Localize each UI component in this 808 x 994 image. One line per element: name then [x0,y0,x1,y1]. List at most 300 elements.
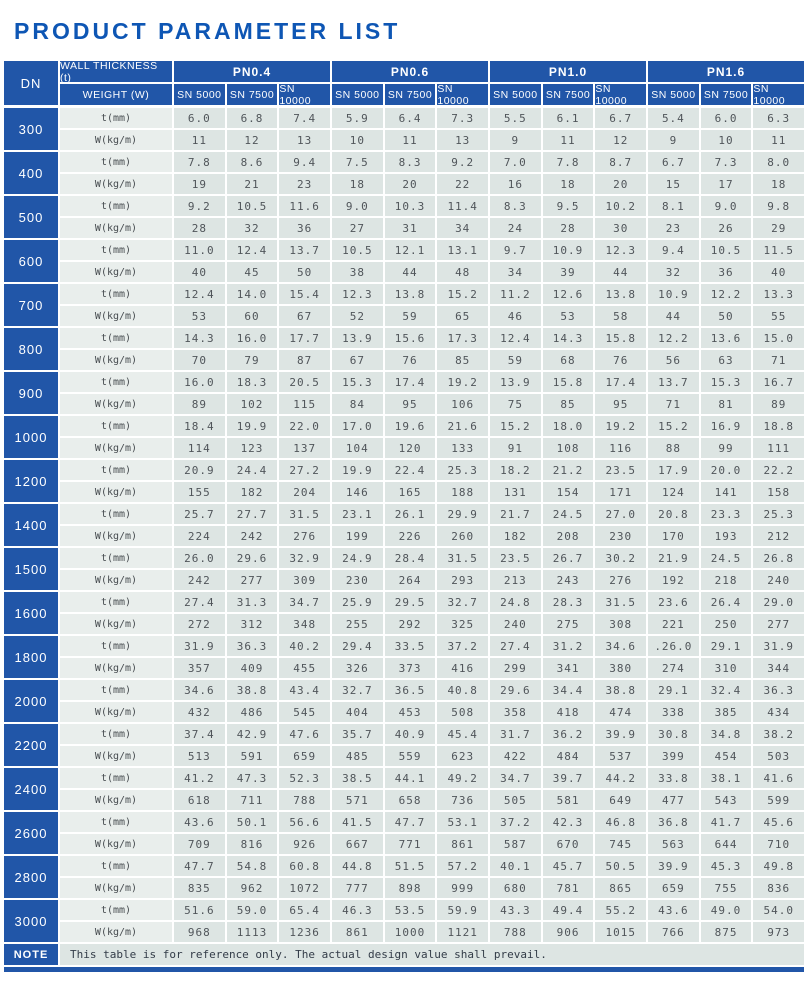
thickness-value: 22.4 [385,460,436,480]
thickness-row [60,152,804,172]
thickness-row [60,460,804,480]
dn-cell: 1400 [4,504,58,546]
note-row [4,944,804,965]
thickness-value: 8.0 [753,152,804,172]
wall-thickness-header: WALL THICKNESS (t) [60,61,172,82]
thickness-value: 13.7 [648,372,699,392]
thickness-value: 40.1 [490,856,541,876]
thickness-value: 23.6 [648,592,699,612]
thickness-row [60,416,804,436]
weight-value: 250 [701,614,752,634]
thickness-value: 31.3 [227,592,278,612]
thickness-value: 12.3 [332,284,383,304]
weight-value: 11 [543,130,594,150]
weight-value: 276 [279,526,330,546]
thickness-value: 39.7 [543,768,594,788]
thickness-value: 11.0 [174,240,225,260]
thickness-value: 34.6 [174,680,225,700]
thickness-value: 33.8 [648,768,699,788]
weight-value: 30 [595,218,646,238]
thickness-value: 39.9 [595,724,646,744]
thickness-value: 7.5 [332,152,383,172]
weight-value: 432 [174,702,225,722]
weight-row-label: W(kg/m) [60,658,172,678]
thickness-row [60,108,804,128]
thickness-value: 37.4 [174,724,225,744]
dn-cell: 700 [4,284,58,326]
weight-value: 836 [753,878,804,898]
weight-row [60,174,804,194]
thickness-value: 57.2 [437,856,488,876]
weight-value: 102 [227,394,278,414]
thickness-value: 13.9 [490,372,541,392]
thickness-row-label: t(mm) [60,196,172,216]
weight-row [60,922,804,942]
thickness-value: 12.1 [385,240,436,260]
thickness-value: 17.9 [648,460,699,480]
weight-value: 513 [174,746,225,766]
thickness-value: 26.4 [701,592,752,612]
thickness-row [60,284,804,304]
thickness-value: 43.6 [648,900,699,920]
thickness-value: 31.9 [753,636,804,656]
dn-group-800 [4,328,804,370]
parameter-table [4,61,804,972]
thickness-value: 9.7 [490,240,541,260]
thickness-value: 7.8 [543,152,594,172]
thickness-value: 14.0 [227,284,278,304]
weight-value: 242 [227,526,278,546]
thickness-value: 47.7 [174,856,225,876]
weight-value: 12 [595,130,646,150]
thickness-row-label: t(mm) [60,372,172,392]
thickness-value: 55.2 [595,900,646,920]
sn-header: SN 10000 [595,84,646,105]
thickness-value: 16.0 [174,372,225,392]
weight-value: 277 [227,570,278,590]
sn-header: SN 7500 [701,84,752,105]
thickness-row-label: t(mm) [60,636,172,656]
weight-value: 545 [279,702,330,722]
weight-value: 11 [174,130,225,150]
thickness-value: 27.2 [279,460,330,480]
weight-row-label: W(kg/m) [60,790,172,810]
weight-value: 503 [753,746,804,766]
thickness-value: 41.6 [753,768,804,788]
weight-value: 380 [595,658,646,678]
weight-value: 1113 [227,922,278,942]
dn-cell: 1500 [4,548,58,590]
weight-value: 18 [332,174,383,194]
thickness-value: 12.3 [595,240,646,260]
weight-value: 59 [385,306,436,326]
weight-value: 623 [437,746,488,766]
sn-header: SN 10000 [279,84,330,105]
weight-value: 58 [595,306,646,326]
thickness-value: 17.7 [279,328,330,348]
thickness-value: 24.5 [543,504,594,524]
weight-row [60,218,804,238]
thickness-row-label: t(mm) [60,724,172,744]
weight-value: 221 [648,614,699,634]
weight-row [60,570,804,590]
thickness-value: 5.9 [332,108,383,128]
table-header [4,61,804,105]
weight-value: 711 [227,790,278,810]
dn-group-1000 [4,416,804,458]
weight-value: 618 [174,790,225,810]
thickness-row [60,592,804,612]
thickness-value: 43.3 [490,900,541,920]
weight-value: 131 [490,482,541,502]
thickness-value: 15.2 [648,416,699,436]
weight-value: 18 [543,174,594,194]
weight-value: 13 [279,130,330,150]
thickness-value: 33.5 [385,636,436,656]
thickness-value: 36.3 [753,680,804,700]
thickness-value: 45.4 [437,724,488,744]
thickness-value: 49.0 [701,900,752,920]
thickness-value: 29.1 [701,636,752,656]
thickness-value: 25.3 [753,504,804,524]
weight-value: 9 [648,130,699,150]
dn-group-rows [60,680,804,722]
thickness-value: 34.7 [279,592,330,612]
weight-value: 208 [543,526,594,546]
thickness-value: 15.2 [490,416,541,436]
weight-row-label: W(kg/m) [60,130,172,150]
thickness-row [60,196,804,216]
weight-row-label: W(kg/m) [60,746,172,766]
weight-value: 133 [437,438,488,458]
weight-value: 84 [332,394,383,414]
weight-value: 36 [701,262,752,282]
weight-value: 218 [701,570,752,590]
thickness-value: 9.0 [701,196,752,216]
weight-value: 344 [753,658,804,678]
weight-value: 385 [701,702,752,722]
weight-value: 418 [543,702,594,722]
thickness-value: 44.1 [385,768,436,788]
dn-group-600 [4,240,804,282]
weight-value: 26 [701,218,752,238]
thickness-value: 29.0 [753,592,804,612]
weight-row-label: W(kg/m) [60,438,172,458]
weight-value: 50 [701,306,752,326]
thickness-value: 26.0 [174,548,225,568]
dn-group-rows [60,372,804,414]
weight-value: 137 [279,438,330,458]
dn-group-rows [60,856,804,898]
weight-value: 67 [279,306,330,326]
thickness-row [60,548,804,568]
thickness-value: 10.9 [543,240,594,260]
thickness-value: 36.8 [648,812,699,832]
thickness-value: 28.4 [385,548,436,568]
weight-value: 484 [543,746,594,766]
weight-value: 44 [595,262,646,282]
thickness-value: 15.2 [437,284,488,304]
dn-group-2400 [4,768,804,810]
thickness-value: 53.5 [385,900,436,920]
thickness-value: 6.1 [543,108,594,128]
weight-row-label: W(kg/m) [60,174,172,194]
thickness-row-label: t(mm) [60,768,172,788]
thickness-value: 15.3 [332,372,383,392]
thickness-value: 24.5 [701,548,752,568]
weight-value: 861 [437,834,488,854]
weight-value: 91 [490,438,541,458]
weight-value: 710 [753,834,804,854]
thickness-row [60,636,804,656]
weight-value: 745 [595,834,646,854]
thickness-row [60,240,804,260]
weight-value: 999 [437,878,488,898]
weight-value: 485 [332,746,383,766]
thickness-row [60,328,804,348]
thickness-row [60,372,804,392]
thickness-value: 17.3 [437,328,488,348]
weight-value: 357 [174,658,225,678]
weight-value: 123 [227,438,278,458]
weight-value: 44 [648,306,699,326]
dn-cell: 2800 [4,856,58,898]
weight-value: 141 [701,482,752,502]
weight-value: 581 [543,790,594,810]
thickness-row-label: t(mm) [60,416,172,436]
thickness-value: 21.2 [543,460,594,480]
weight-value: 358 [490,702,541,722]
weight-row [60,526,804,546]
weight-value: 154 [543,482,594,502]
thickness-value: 8.6 [227,152,278,172]
dn-cell: 3000 [4,900,58,942]
weight-value: 79 [227,350,278,370]
weight-value: 453 [385,702,436,722]
thickness-value: 13.8 [385,284,436,304]
thickness-value: 12.4 [227,240,278,260]
weight-value: 34 [490,262,541,282]
pn-group-header: PN1.0 [490,61,646,82]
thickness-value: 40.2 [279,636,330,656]
thickness-value: 9.5 [543,196,594,216]
dn-group-300 [4,108,804,150]
thickness-value: 14.3 [543,328,594,348]
weight-value: 1000 [385,922,436,942]
weight-row-label: W(kg/m) [60,482,172,502]
weight-row-label: W(kg/m) [60,394,172,414]
thickness-value: 34.6 [595,636,646,656]
thickness-value: 40.8 [437,680,488,700]
weight-value: 68 [543,350,594,370]
thickness-value: 32.7 [332,680,383,700]
thickness-row [60,680,804,700]
weight-value: 165 [385,482,436,502]
weight-row [60,614,804,634]
dn-group-2600 [4,812,804,854]
weight-value: 106 [437,394,488,414]
thickness-value: .26.0 [648,636,699,656]
thickness-value: 34.4 [543,680,594,700]
dn-cell: 500 [4,196,58,238]
thickness-value: 45.6 [753,812,804,832]
dn-group-rows [60,240,804,282]
weight-value: 659 [648,878,699,898]
thickness-value: 20.5 [279,372,330,392]
weight-value: 861 [332,922,383,942]
thickness-value: 5.4 [648,108,699,128]
thickness-value: 23.5 [490,548,541,568]
pn-group-header: PN1.6 [648,61,804,82]
dn-group-1400 [4,504,804,546]
thickness-value: 18.8 [753,416,804,436]
thickness-value: 17.4 [595,372,646,392]
weight-row [60,658,804,678]
thickness-value: 46.3 [332,900,383,920]
weight-row-label: W(kg/m) [60,878,172,898]
weight-value: 571 [332,790,383,810]
dn-group-rows [60,416,804,458]
thickness-value: 40.9 [385,724,436,744]
thickness-value: 31.2 [543,636,594,656]
thickness-value: 10.2 [595,196,646,216]
dn-group-rows [60,284,804,326]
weight-value: 85 [543,394,594,414]
thickness-value: 50.5 [595,856,646,876]
thickness-value: 10.5 [701,240,752,260]
weight-value: 32 [227,218,278,238]
thickness-value: 29.6 [227,548,278,568]
weight-row-label: W(kg/m) [60,922,172,942]
thickness-value: 38.8 [595,680,646,700]
thickness-value: 19.2 [437,372,488,392]
thickness-value: 23.5 [595,460,646,480]
weight-value: 76 [385,350,436,370]
weight-value: 76 [595,350,646,370]
weight-value: 816 [227,834,278,854]
weight-value: 11 [753,130,804,150]
weight-value: 52 [332,306,383,326]
dn-group-700 [4,284,804,326]
weight-value: 416 [437,658,488,678]
weight-value: 17 [701,174,752,194]
thickness-row-label: t(mm) [60,284,172,304]
dn-cell: 1000 [4,416,58,458]
weight-value: 455 [279,658,330,678]
dn-group-1500 [4,548,804,590]
thickness-value: 41.7 [701,812,752,832]
weight-value: 404 [332,702,383,722]
weight-value: 1236 [279,922,330,942]
weight-value: 667 [332,834,383,854]
thickness-row [60,504,804,524]
sn-header: SN 7500 [227,84,278,105]
weight-value: 898 [385,878,436,898]
thickness-value: 12.4 [490,328,541,348]
weight-value: 771 [385,834,436,854]
weight-value: 243 [543,570,594,590]
thickness-value: 38.8 [227,680,278,700]
sn-header: SN 7500 [385,84,436,105]
thickness-row [60,856,804,876]
dn-cell: 300 [4,108,58,150]
thickness-value: 38.1 [701,768,752,788]
thickness-value: 47.3 [227,768,278,788]
weight-row [60,878,804,898]
weight-value: 18 [753,174,804,194]
dn-group-rows [60,900,804,942]
thickness-value: 24.4 [227,460,278,480]
thickness-value: 28.3 [543,592,594,612]
weight-value: 75 [490,394,541,414]
thickness-value: 24.8 [490,592,541,612]
weight-value: 124 [648,482,699,502]
thickness-row [60,900,804,920]
weight-value: 88 [648,438,699,458]
thickness-value: 12.2 [648,328,699,348]
thickness-value: 27.0 [595,504,646,524]
weight-row [60,702,804,722]
thickness-value: 32.9 [279,548,330,568]
thickness-value: 31.5 [437,548,488,568]
weight-value: 48 [437,262,488,282]
weight-value: 1072 [279,878,330,898]
thickness-value: 7.8 [174,152,225,172]
weight-value: 192 [648,570,699,590]
thickness-value: 13.9 [332,328,383,348]
dn-group-900 [4,372,804,414]
weight-value: 508 [437,702,488,722]
thickness-value: 31.7 [490,724,541,744]
thickness-value: 10.9 [648,284,699,304]
thickness-row [60,812,804,832]
table-bottom-bar [4,967,804,972]
thickness-value: 44.8 [332,856,383,876]
thickness-value: 32.7 [437,592,488,612]
weight-value: 50 [279,262,330,282]
dn-group-rows [60,548,804,590]
thickness-value: 49.2 [437,768,488,788]
weight-value: 182 [227,482,278,502]
weight-value: 373 [385,658,436,678]
thickness-row-label: t(mm) [60,900,172,920]
thickness-value: 23.3 [701,504,752,524]
thickness-value: 38.2 [753,724,804,744]
weight-value: 95 [595,394,646,414]
weight-value: 292 [385,614,436,634]
thickness-value: 6.0 [174,108,225,128]
weight-row [60,834,804,854]
thickness-row-label: t(mm) [60,240,172,260]
sn-header: SN 10000 [437,84,488,105]
dn-group-rows [60,724,804,766]
weight-value: 587 [490,834,541,854]
dn-cell: 2000 [4,680,58,722]
weight-row [60,482,804,502]
weight-value: 104 [332,438,383,458]
dn-group-2000 [4,680,804,722]
thickness-value: 13.3 [753,284,804,304]
weight-value: 242 [174,570,225,590]
weight-value: 563 [648,834,699,854]
weight-value: 341 [543,658,594,678]
weight-value: 28 [543,218,594,238]
weight-value: 171 [595,482,646,502]
weight-value: 766 [648,922,699,942]
weight-value: 188 [437,482,488,502]
thickness-value: 19.9 [227,416,278,436]
weight-value: 599 [753,790,804,810]
